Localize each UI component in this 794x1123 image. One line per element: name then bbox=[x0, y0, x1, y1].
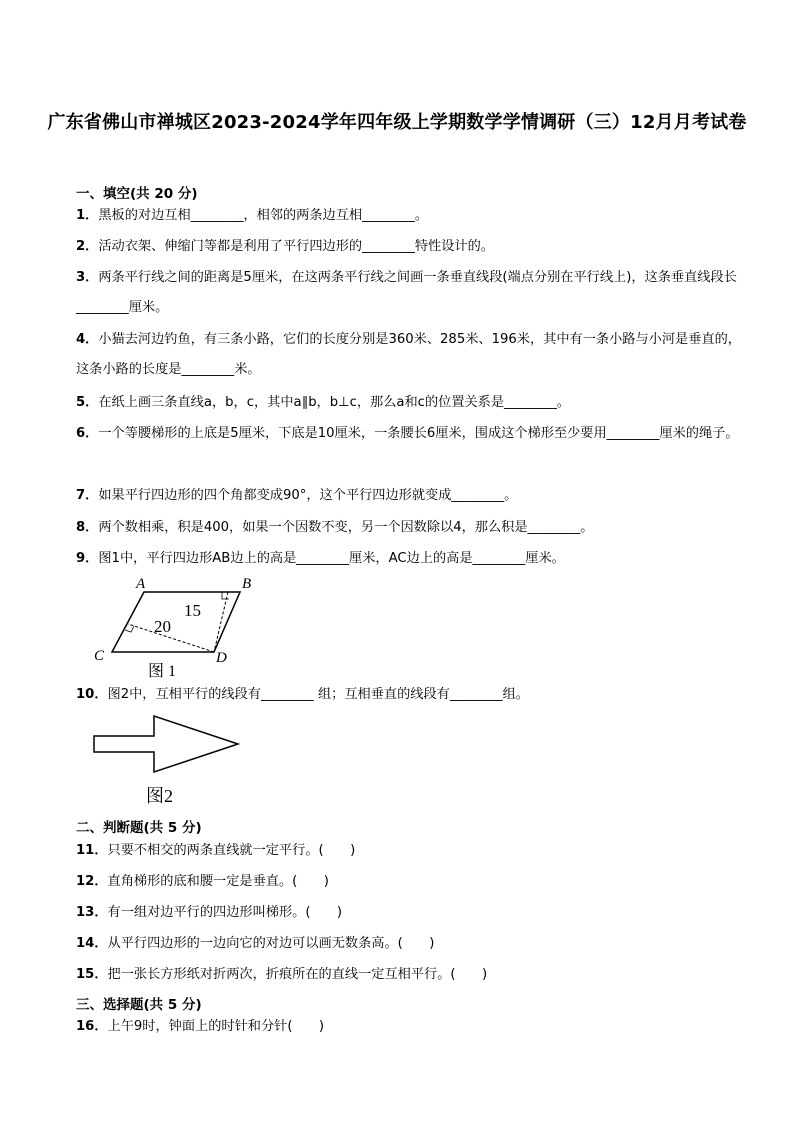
height-to-ab bbox=[214, 592, 228, 652]
height-to-ac bbox=[128, 624, 214, 652]
question-number: 16． bbox=[76, 1019, 108, 1034]
question-4 bbox=[76, 325, 746, 385]
question-number: 3． bbox=[76, 270, 99, 285]
question-text: 图1中，平行四边形AB边上的高是________厘米，AC边上的高是________厘米。 bbox=[98, 551, 565, 566]
height-value-20: 20 bbox=[154, 617, 171, 636]
question-text: 有一组对边平行的四边形叫梯形。( ) bbox=[107, 905, 343, 920]
question-number: 5． bbox=[76, 395, 99, 410]
question-number: 2． bbox=[76, 239, 99, 254]
question-text: 把一张长方形纸对折两次，折痕所在的直线一定互相平行。( ) bbox=[107, 967, 488, 982]
figure-1-caption: 图 1 bbox=[148, 663, 177, 680]
question-text: 图2中，互相平行的线段有________ 组；互相垂直的线段有________组。 bbox=[107, 687, 529, 702]
question-number: 1． bbox=[76, 208, 99, 223]
question-8 bbox=[76, 513, 746, 543]
question-2 bbox=[76, 232, 746, 262]
question-number: 10． bbox=[76, 687, 108, 702]
question-text: 黑板的对边互相________，相邻的两条边互相________。 bbox=[98, 208, 429, 223]
vertex-label-a: A bbox=[136, 576, 146, 592]
question-15 bbox=[76, 960, 746, 990]
question-7 bbox=[76, 481, 746, 511]
question-text: 两条平行线之间的距离是5厘米，在这两条平行线之间画一条垂直线段(端点分别在平行线上)，这条垂直线段长________厘米。 bbox=[76, 270, 737, 315]
section-heading-true-false: 二、判断题(共 5 分) bbox=[76, 820, 202, 836]
vertex-label-b: B bbox=[242, 576, 252, 592]
figure-2-caption: 图2 bbox=[146, 786, 173, 806]
question-text: 上午9时，钟面上的时针和分针( ) bbox=[107, 1019, 325, 1034]
section-heading-multiple-choice: 三、选择题(共 5 分) bbox=[76, 997, 202, 1013]
question-text: 从平行四边形的一边向它的对边可以画无数条高。( ) bbox=[107, 936, 435, 951]
question-13 bbox=[76, 898, 746, 928]
question-number: 13． bbox=[76, 905, 108, 920]
figure-2-arrow bbox=[88, 712, 248, 812]
section-heading-fill-blank: 一、填空(共 20 分) bbox=[76, 186, 198, 202]
question-number: 11． bbox=[76, 843, 108, 858]
question-text: 只要不相交的两条直线就一定平行。( ) bbox=[107, 843, 356, 858]
vertex-label-d: D bbox=[216, 650, 227, 666]
question-text: 直角梯形的底和腰一定是垂直。( ) bbox=[107, 874, 329, 889]
question-number: 8． bbox=[76, 520, 99, 535]
right-angle-mark bbox=[125, 626, 134, 632]
question-3 bbox=[76, 263, 746, 323]
question-14 bbox=[76, 929, 746, 959]
question-1 bbox=[76, 201, 746, 231]
question-10 bbox=[76, 680, 746, 710]
figure-1-parallelogram bbox=[88, 572, 268, 680]
height-value-15: 15 bbox=[184, 601, 201, 620]
vertex-label-c: C bbox=[94, 648, 105, 664]
question-text: 在纸上画三条直线a，b，c，其中a∥b，b⊥c，那么a和c的位置关系是________。 bbox=[98, 395, 570, 410]
question-12 bbox=[76, 867, 746, 897]
page-title: 广东省佛山市禅城区2023-2024学年四年级上学期数学学情调研（三）12月月考试卷 bbox=[47, 112, 747, 133]
question-text: 小猫去河边钓鱼，有三条小路，它们的长度分别是360米、285米、196米，其中有一条小路与小河是垂直的，这条小路的长度是________米。 bbox=[76, 332, 741, 377]
question-number: 9． bbox=[76, 551, 99, 566]
question-number: 7． bbox=[76, 488, 99, 503]
question-5 bbox=[76, 388, 746, 418]
question-text: 如果平行四边形的四个角都变成90°，这个平行四边形就变成________。 bbox=[98, 488, 518, 503]
question-text: 活动衣架、伸缩门等都是利用了平行四边形的________特性设计的。 bbox=[98, 239, 494, 254]
question-number: 15． bbox=[76, 967, 108, 982]
question-number: 12． bbox=[76, 874, 108, 889]
arrow-outline bbox=[94, 716, 238, 772]
question-9 bbox=[76, 544, 746, 574]
question-text: 两个数相乘，积是400，如果一个因数不变，另一个因数除以4，那么积是________。 bbox=[98, 520, 594, 535]
question-number: 4． bbox=[76, 332, 99, 347]
question-number: 14． bbox=[76, 936, 108, 951]
question-text: 一个等腰梯形的上底是5厘米，下底是10厘米，一条腰长6厘米，围成这个梯形至少要用________厘米的绳子。 bbox=[98, 426, 739, 441]
question-16 bbox=[76, 1012, 746, 1042]
question-6 bbox=[76, 419, 746, 449]
question-number: 6． bbox=[76, 426, 99, 441]
question-11 bbox=[76, 836, 746, 866]
